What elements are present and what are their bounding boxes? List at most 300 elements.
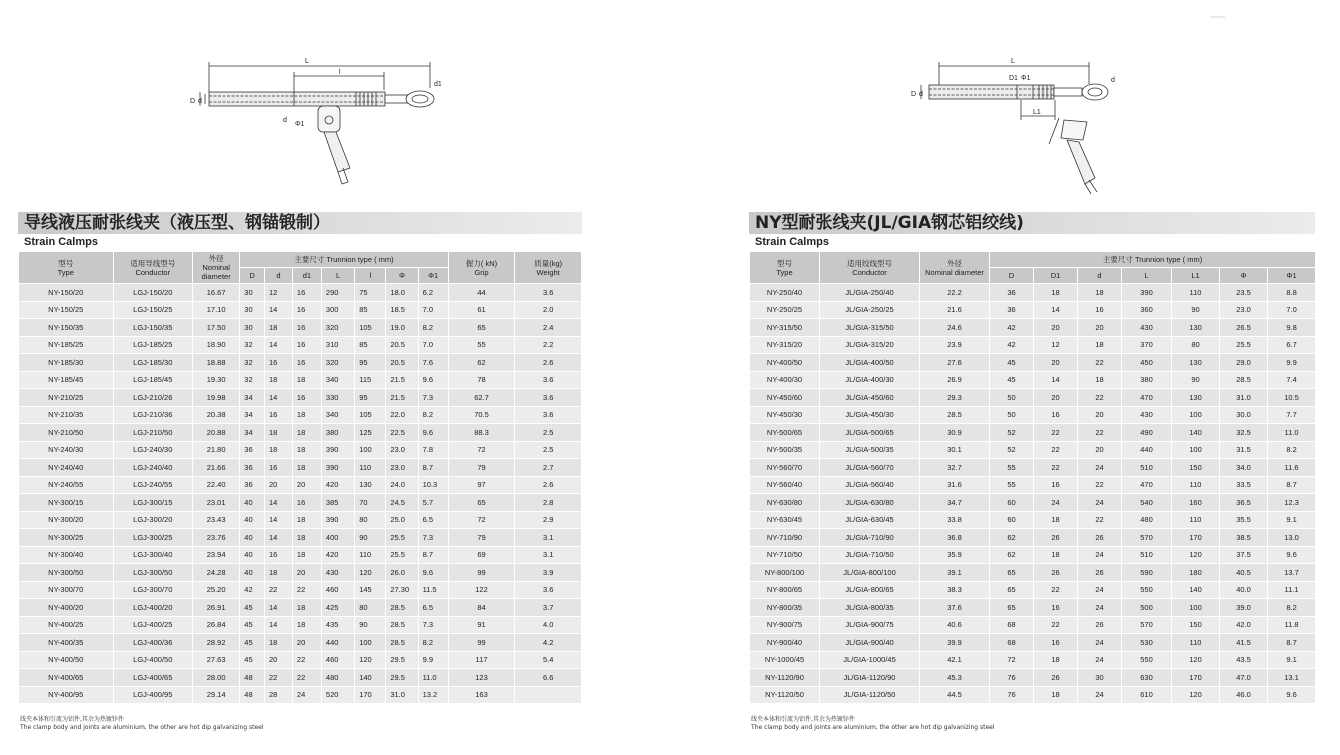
table-cell: 2.6 [515, 476, 582, 494]
table-row [750, 511, 1316, 529]
label-d1: d1 [434, 81, 442, 88]
table-cell: 440 [1122, 441, 1172, 459]
table-cell: 18 [292, 424, 321, 442]
table-cell: 34.7 [920, 494, 990, 512]
table-cell: JL/GIA-400/50 [820, 354, 920, 372]
table-cell: NY-400/50 [750, 354, 820, 372]
table-cell: 16 [264, 459, 292, 477]
table-cell: 18 [292, 616, 321, 634]
table-cell: 20 [1078, 441, 1122, 459]
table-cell: 40 [240, 546, 265, 564]
table-cell: 180 [1172, 564, 1220, 582]
table-cell: 5.4 [515, 651, 582, 669]
table-cell: 340 [321, 371, 354, 389]
table-cell: 8.2 [418, 634, 448, 652]
table-cell: 390 [1122, 284, 1172, 302]
table-cell: 6.5 [418, 511, 448, 529]
table-cell: 170 [1172, 669, 1220, 687]
table-cell: NY-560/40 [750, 476, 820, 494]
table-cell: 2.4 [515, 319, 582, 337]
table-cell: LGJ-400/95 [113, 686, 192, 704]
table-cell: 110 [1172, 476, 1220, 494]
table-cell: 18 [292, 546, 321, 564]
table-row [750, 354, 1316, 372]
table-cell: 7.0 [418, 301, 448, 319]
table-cell: NY-400/95 [19, 686, 114, 704]
table-cell: 62 [990, 546, 1034, 564]
table-cell: 9.6 [1268, 686, 1316, 704]
table-cell: 10.3 [418, 476, 448, 494]
table-cell: 20 [1034, 389, 1078, 407]
table-cell: 360 [1122, 301, 1172, 319]
table-cell: 540 [1122, 494, 1172, 512]
table-cell: 34.0 [1220, 459, 1268, 477]
table-cell: 80 [1172, 336, 1220, 354]
table-cell: 28.00 [193, 669, 240, 687]
table-cell: 22 [292, 669, 321, 687]
table-cell: NY-400/35 [19, 634, 114, 652]
table-cell: 120 [1172, 686, 1220, 704]
label-D1: D1 [1009, 75, 1018, 82]
table-cell: 22 [1078, 511, 1122, 529]
table-cell: 16 [264, 546, 292, 564]
table-cell: 22 [1034, 459, 1078, 477]
table-cell: 115 [355, 371, 386, 389]
left-table-body [19, 284, 582, 704]
table-cell: NY-210/35 [19, 406, 114, 424]
table-cell: 22 [1078, 424, 1122, 442]
table-cell: 23.0 [1220, 301, 1268, 319]
table-cell: 14 [264, 301, 292, 319]
table-cell: NY-710/50 [750, 546, 820, 564]
table-cell: LGJ-400/36 [113, 634, 192, 652]
table-cell: 120 [355, 564, 386, 582]
table-cell: 30 [240, 301, 265, 319]
table-cell: 28.5 [386, 616, 418, 634]
table-cell: 78 [448, 371, 515, 389]
table-cell: 520 [321, 686, 354, 704]
table-cell: JL/GIA-630/45 [820, 511, 920, 529]
table-cell: 20 [1078, 406, 1122, 424]
table-cell: LGJ-300/25 [113, 529, 192, 547]
table-cell: 52 [990, 441, 1034, 459]
table-cell: 9.1 [1268, 651, 1316, 669]
table-cell: 23.9 [920, 336, 990, 354]
table-cell: NY-450/30 [750, 406, 820, 424]
table-cell: 18 [264, 371, 292, 389]
table-cell: 33.8 [920, 511, 990, 529]
table-cell: 65 [990, 581, 1034, 599]
table-cell: 16 [1034, 634, 1078, 652]
table-cell: 16 [1078, 301, 1122, 319]
header-phi: Φ [1220, 268, 1268, 284]
table-cell: 34 [240, 424, 265, 442]
table-cell: 2.8 [515, 494, 582, 512]
table-cell: 130 [355, 476, 386, 494]
table-cell: 4.0 [515, 616, 582, 634]
table-cell: 25.5 [1220, 336, 1268, 354]
table-cell: 16 [292, 284, 321, 302]
table-cell: 97 [448, 476, 515, 494]
table-cell: 20.88 [193, 424, 240, 442]
table-cell: 75 [355, 284, 386, 302]
header-phi1: Φ1 [418, 268, 448, 284]
table-cell: LGJ-300/40 [113, 546, 192, 564]
table-cell: NY-240/30 [19, 441, 114, 459]
table-cell: 117 [448, 651, 515, 669]
table-cell: 11.0 [418, 669, 448, 687]
table-cell: 46.0 [1220, 686, 1268, 704]
table-cell: 20.5 [386, 336, 418, 354]
table-cell: 21.5 [386, 389, 418, 407]
label-L1: L1 [1033, 109, 1041, 116]
table-cell: 120 [355, 651, 386, 669]
table-cell: 25.5 [386, 529, 418, 547]
table-cell: 150 [1172, 459, 1220, 477]
table-cell: 41.5 [1220, 634, 1268, 652]
table-cell: NY-560/70 [750, 459, 820, 477]
table-cell: 16.67 [193, 284, 240, 302]
label-L: L [1011, 58, 1015, 65]
table-cell: 62 [448, 354, 515, 372]
table-cell: 7.3 [418, 616, 448, 634]
table-cell: NY-150/25 [19, 301, 114, 319]
table-cell: LGJ-300/15 [113, 494, 192, 512]
table-cell: 8.2 [1268, 441, 1316, 459]
table-cell: LGJ-185/45 [113, 371, 192, 389]
table-cell: 120 [1172, 546, 1220, 564]
header-phi1: Φ1 [1268, 268, 1316, 284]
table-cell: NY-630/45 [750, 511, 820, 529]
table-cell: 20 [264, 476, 292, 494]
header-D: D [240, 268, 265, 284]
table-cell: 9.8 [1268, 319, 1316, 337]
left-footnote-en: The clamp body and joints are aluminium, the other are hot dip galvanizing steel [20, 724, 264, 731]
header-grip: 握力( kN) Grip [448, 252, 515, 284]
table-cell: JL/GIA-710/90 [820, 529, 920, 547]
table-cell: 4.2 [515, 634, 582, 652]
table-cell: 16 [292, 319, 321, 337]
table-row [19, 616, 582, 634]
table-cell: 34 [240, 406, 265, 424]
header-d: d [264, 268, 292, 284]
table-cell: 45 [990, 354, 1034, 372]
header-phi: Φ [386, 268, 418, 284]
table-row [750, 284, 1316, 302]
table-cell: 3.6 [515, 389, 582, 407]
table-cell: 9.6 [418, 564, 448, 582]
table-cell: 123 [448, 669, 515, 687]
table-cell: 65 [448, 494, 515, 512]
table-cell: 20 [1078, 319, 1122, 337]
table-cell: 610 [1122, 686, 1172, 704]
right-product-panel [749, 0, 1315, 755]
table-cell: 340 [321, 406, 354, 424]
right-footnote-cn: 线夹本体和引流为铝件,其余为热镀锌件 [751, 716, 855, 723]
table-cell: 26 [1034, 564, 1078, 582]
table-cell: 30.0 [1220, 406, 1268, 424]
table-row [750, 336, 1316, 354]
table-cell: JL/GIA-250/40 [820, 284, 920, 302]
table-cell: 18 [264, 319, 292, 337]
table-cell: 18.88 [193, 354, 240, 372]
table-cell: NY-315/20 [750, 336, 820, 354]
table-cell: 11.1 [1268, 581, 1316, 599]
table-cell: 12.3 [1268, 494, 1316, 512]
table-cell: 6.6 [515, 669, 582, 687]
table-cell: 24.0 [386, 476, 418, 494]
table-cell: 17.50 [193, 319, 240, 337]
table-cell: 510 [1122, 459, 1172, 477]
table-cell: 36.8 [920, 529, 990, 547]
table-cell: 13.2 [418, 686, 448, 704]
table-cell: 6.2 [418, 284, 448, 302]
table-cell: JL/GIA-1120/90 [820, 669, 920, 687]
table-cell: 370 [1122, 336, 1172, 354]
table-cell: 22 [292, 581, 321, 599]
table-cell: 24 [1078, 494, 1122, 512]
table-cell: NY-300/40 [19, 546, 114, 564]
table-cell: 11.0 [1268, 424, 1316, 442]
table-cell: 42 [990, 319, 1034, 337]
table-cell: NY-900/75 [750, 616, 820, 634]
table-cell: 20 [292, 634, 321, 652]
table-cell: 2.5 [515, 441, 582, 459]
table-cell: JL/GIA-800/100 [820, 564, 920, 582]
table-cell: 320 [321, 354, 354, 372]
table-cell: 29.5 [386, 669, 418, 687]
table-cell: 420 [321, 476, 354, 494]
table-cell: JL/GIA-900/75 [820, 616, 920, 634]
table-cell: 18 [1078, 284, 1122, 302]
table-cell: 18 [1034, 511, 1078, 529]
table-cell: 40 [240, 564, 265, 582]
table-cell: 310 [321, 336, 354, 354]
table-cell: 42.1 [920, 651, 990, 669]
table-cell: NY-185/45 [19, 371, 114, 389]
table-row [19, 564, 582, 582]
table-cell: 37.5 [1220, 546, 1268, 564]
table-cell: 18 [264, 564, 292, 582]
table-cell: 2.2 [515, 336, 582, 354]
table-cell: 170 [1172, 529, 1220, 547]
table-cell: 40.6 [920, 616, 990, 634]
table-row [750, 581, 1316, 599]
table-row [19, 284, 582, 302]
table-row [750, 494, 1316, 512]
table-cell: LGJ-240/40 [113, 459, 192, 477]
table-cell: JL/GIA-315/20 [820, 336, 920, 354]
table-cell: NY-250/40 [750, 284, 820, 302]
table-cell: 9.6 [418, 424, 448, 442]
table-cell: 29.5 [386, 651, 418, 669]
table-cell: 110 [1172, 284, 1220, 302]
table-cell: 13.0 [1268, 529, 1316, 547]
table-cell: 16 [1034, 406, 1078, 424]
table-cell: 20 [1034, 319, 1078, 337]
table-cell: 19.0 [386, 319, 418, 337]
table-cell: NY-400/25 [19, 616, 114, 634]
table-cell: NY-300/15 [19, 494, 114, 512]
table-cell: 18 [1078, 371, 1122, 389]
table-cell: 95 [355, 354, 386, 372]
table-cell: 30 [240, 284, 265, 302]
table-cell: NY-210/25 [19, 389, 114, 407]
table-cell: 24.6 [920, 319, 990, 337]
table-cell: 42 [990, 336, 1034, 354]
table-cell: NY-185/30 [19, 354, 114, 372]
table-cell: 45.3 [920, 669, 990, 687]
table-cell: 68 [990, 634, 1034, 652]
table-cell: 91 [448, 616, 515, 634]
table-cell: 6.7 [1268, 336, 1316, 354]
header-D: D [990, 268, 1034, 284]
table-cell: JL/GIA-450/60 [820, 389, 920, 407]
table-cell: 60 [990, 494, 1034, 512]
table-row [19, 301, 582, 319]
table-cell: 65 [990, 564, 1034, 582]
table-cell: 10.5 [1268, 389, 1316, 407]
label-l: l [339, 69, 341, 76]
table-cell: NY-1120/90 [750, 669, 820, 687]
header-weight: 质量(kg) Weight [515, 252, 582, 284]
table-cell: 510 [1122, 546, 1172, 564]
table-cell: NY-1000/45 [750, 651, 820, 669]
table-row [750, 319, 1316, 337]
table-cell: 23.43 [193, 511, 240, 529]
table-cell: 27.6 [920, 354, 990, 372]
table-cell: 16 [292, 336, 321, 354]
table-cell: 2.7 [515, 459, 582, 477]
table-cell: 18 [1034, 284, 1078, 302]
table-cell: 25.5 [386, 546, 418, 564]
table-row [750, 634, 1316, 652]
table-cell: 8.7 [1268, 634, 1316, 652]
table-row [19, 406, 582, 424]
table-cell: 88.3 [448, 424, 515, 442]
table-row [19, 651, 582, 669]
table-cell: 390 [321, 441, 354, 459]
left-spec-table [18, 251, 582, 704]
table-cell: 79 [448, 529, 515, 547]
table-cell: 7.3 [418, 389, 448, 407]
table-cell: 24 [1034, 494, 1078, 512]
table-cell: LGJ-185/30 [113, 354, 192, 372]
table-cell: 21.5 [386, 371, 418, 389]
table-cell: 18 [292, 406, 321, 424]
table-cell: 36 [990, 301, 1034, 319]
table-cell: 43.5 [1220, 651, 1268, 669]
table-cell: JL/GIA-710/50 [820, 546, 920, 564]
right-footnote-en: The clamp body and joints are aluminium, the other are hot dip galvanizing steel [751, 724, 995, 731]
label-d: d [919, 91, 923, 98]
table-cell: 30.9 [920, 424, 990, 442]
table-cell: 400 [321, 529, 354, 547]
table-cell: 100 [355, 441, 386, 459]
table-cell: 21.66 [193, 459, 240, 477]
table-cell: NY-210/50 [19, 424, 114, 442]
table-cell: 28.5 [386, 634, 418, 652]
table-cell: 23.01 [193, 494, 240, 512]
table-row [750, 301, 1316, 319]
table-cell: 100 [1172, 599, 1220, 617]
table-cell: 40 [240, 529, 265, 547]
table-cell: 35.9 [920, 546, 990, 564]
table-cell: 380 [1122, 371, 1172, 389]
table-cell: 50 [990, 406, 1034, 424]
table-cell: 21.80 [193, 441, 240, 459]
table-cell: 90 [355, 616, 386, 634]
table-row [750, 546, 1316, 564]
table-cell: 36 [240, 476, 265, 494]
table-cell: 33.5 [1220, 476, 1268, 494]
table-cell: LGJ-150/20 [113, 284, 192, 302]
table-cell: 35.5 [1220, 511, 1268, 529]
table-cell: 330 [321, 389, 354, 407]
table-row [19, 371, 582, 389]
table-cell: JL/GIA-500/65 [820, 424, 920, 442]
table-cell: 7.7 [1268, 406, 1316, 424]
header-type: 型号 Type [19, 252, 114, 284]
table-cell: JL/GIA-560/70 [820, 459, 920, 477]
table-cell: 30.1 [920, 441, 990, 459]
table-cell: 18 [1034, 686, 1078, 704]
table-cell: 45 [240, 634, 265, 652]
table-cell: 12 [264, 284, 292, 302]
table-cell: 42.0 [1220, 616, 1268, 634]
table-cell: 29.3 [920, 389, 990, 407]
table-row [750, 389, 1316, 407]
table-row [19, 669, 582, 687]
table-cell: 435 [321, 616, 354, 634]
table-cell: 122 [448, 581, 515, 599]
table-cell: JL/GIA-800/35 [820, 599, 920, 617]
table-cell: 21.6 [920, 301, 990, 319]
table-cell: 72 [448, 441, 515, 459]
table-cell: 36 [240, 441, 265, 459]
table-cell: 18.5 [386, 301, 418, 319]
table-cell: 3.6 [515, 371, 582, 389]
table-cell: 18 [1078, 336, 1122, 354]
table-cell: 95 [355, 389, 386, 407]
table-cell: 110 [355, 459, 386, 477]
table-cell: NY-450/60 [750, 389, 820, 407]
table-cell: 14 [264, 494, 292, 512]
table-cell: 55 [990, 459, 1034, 477]
table-cell: 110 [1172, 511, 1220, 529]
table-cell: 20 [1034, 354, 1078, 372]
table-cell: 22 [1078, 476, 1122, 494]
table-cell: 7.0 [1268, 301, 1316, 319]
table-row [750, 424, 1316, 442]
table-cell: 29.0 [1220, 354, 1268, 372]
table-cell: 31.0 [1220, 389, 1268, 407]
table-cell: 18 [264, 424, 292, 442]
table-cell: 61 [448, 301, 515, 319]
table-cell: 9.1 [1268, 511, 1316, 529]
table-cell: NY-1120/50 [750, 686, 820, 704]
table-cell: 48 [240, 669, 265, 687]
table-cell: 23.0 [386, 459, 418, 477]
table-cell: 14 [264, 616, 292, 634]
table-cell: NY-240/40 [19, 459, 114, 477]
table-cell: 31.0 [386, 686, 418, 704]
table-cell: 19.98 [193, 389, 240, 407]
table-cell: 7.3 [418, 529, 448, 547]
table-row [750, 406, 1316, 424]
table-cell: 23.94 [193, 546, 240, 564]
table-cell: 590 [1122, 564, 1172, 582]
